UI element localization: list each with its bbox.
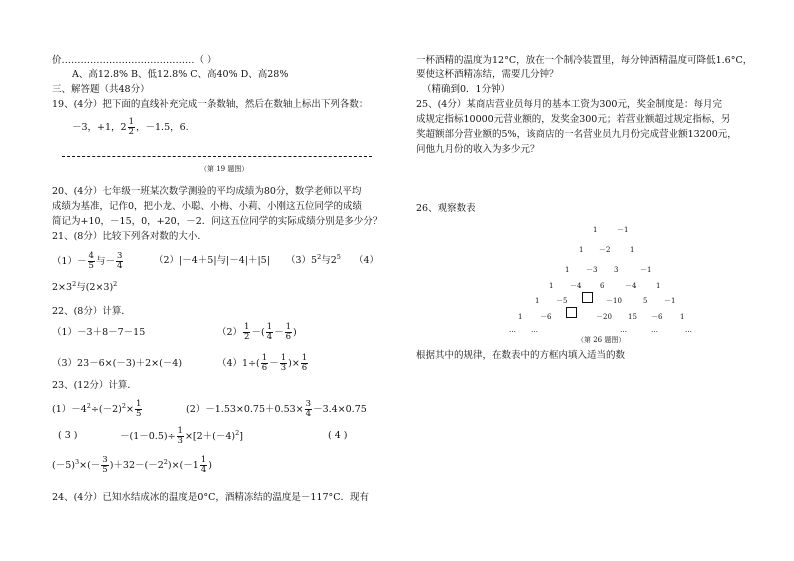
tri-cell: 1 [535, 297, 540, 305]
q22-item2: （2） $\frac{1}{2}$ －( $\frac{1}{4}$ － $\frac{1}{6}$ ) [217, 322, 297, 342]
tri-dots: … [620, 326, 627, 334]
q18-tail: 价……………………………………（ ） [52, 55, 217, 66]
tri-cell: 3 [614, 266, 619, 274]
q20-line1: 20、(4分）七年级一班某次数学测验的平均成绩为80分，数学老师以平均 [52, 186, 362, 197]
tri-cell: －10 [606, 297, 622, 305]
q23-item2: (2）－1.53×0.75＋0.53× $\frac{3}{4}$ －3.4×0.75 [186, 399, 367, 419]
q19-caption: （第 19 题图） [200, 165, 249, 173]
tri-cell: －6 [651, 313, 663, 321]
tri-cell: －5 [556, 297, 568, 305]
q24-cont-line2: 要使这杯酒精冻结，需要几分钟？ [416, 69, 559, 80]
tri-cell: －20 [596, 313, 612, 321]
tri-cell: 1 [680, 313, 685, 321]
q20-line2: 成绩为基准，记作0，把小龙、小聪、小梅、小莉、小刚这五位同学的成绩 [52, 201, 363, 212]
tri-cell: －4 [570, 282, 582, 290]
number-line [62, 156, 372, 157]
tri-cell: 15 [628, 313, 637, 321]
q26-instruction: 根据其中的规律，在数表中的方框内填入适当的数 [416, 350, 626, 361]
q23-item3-label: ( 3 ) [58, 430, 78, 441]
tri-cell: 1 [565, 266, 570, 274]
q24-precision: （精确到0．1分钟） [422, 84, 511, 95]
tri-cell: 1 [549, 282, 554, 290]
answer-box[interactable] [582, 292, 593, 303]
q25-line2: 成规定指标10000元营业额的，发奖金300元；若营业额超过规定指标，另 [416, 114, 731, 125]
q22-heading: 22、(8分）计算． [52, 306, 131, 317]
fraction: $\frac{1}{2}$ [128, 117, 135, 137]
tri-cell: －6 [540, 313, 552, 321]
tri-cell: －4 [625, 282, 637, 290]
tri-dots: … [531, 326, 538, 334]
tri-cell: 1 [593, 226, 598, 234]
tri-cell: 5 [643, 297, 648, 305]
q19-text: 19、(4分）把下面的直线补充完成一条数轴，然后在数轴上标出下列各数： [52, 99, 369, 110]
q21-item4-label: （4） [354, 255, 380, 266]
tri-cell: 1 [656, 282, 661, 290]
q24-text: 24、(4分）已知水结成冰的温度是0°C，酒精冻结的温度是－117°C．现有 [52, 492, 370, 503]
q25-line4: 问他九月份的收入为多少元？ [416, 144, 540, 155]
q23-heading: 23、(12分）计算． [52, 380, 137, 391]
tri-cell: －1 [664, 297, 676, 305]
q25-line1: 25、(4分）某商店营业员每月的基本工资为300元，奖金制度是：每月完 [416, 99, 722, 110]
q21-item4: $2\times 3^2$与$(2\times 3)^2$ [52, 279, 118, 293]
tri-cell: 1 [518, 313, 523, 321]
q21-item3: $(3)5^2$与$2^5$ [286, 252, 341, 266]
q22-item4: （4）1÷( $\frac{1}{6}$ － $\frac{1}{3}$ )× $\frac{1}{6}$ [217, 353, 308, 373]
tri-cell: －1 [617, 226, 629, 234]
q26-caption: （第 26 题图） [577, 336, 626, 344]
q19-numbers: －3，+1，2 $\frac{1}{2}$ ，－1.5，6. [72, 117, 189, 137]
tri-cell: －2 [599, 246, 611, 254]
tri-dots: … [651, 326, 658, 334]
tri-cell: －1 [640, 266, 652, 274]
tri-cell: －3 [586, 266, 598, 274]
q24-cont-line1: 一杯酒精的温度为12°C，放在一个制冷装置里，每分钟酒精温度可降低1.6°C， [416, 55, 753, 66]
tri-cell: 1 [630, 246, 635, 254]
q21-item1: （1）－ $\frac{4}{5}$ 与－ $\frac{3}{4}$ [52, 251, 123, 271]
q20-line3: 简记为+10，－15，0，+20，－2．问这五位同学的实际成绩分别是多少分？ [52, 216, 383, 227]
tri-cell: 1 [579, 246, 584, 254]
q23-item1: $(1)-4^2\div(-2)^2\times$ $\frac{1}{5}$ [52, 399, 142, 419]
q22-item1: （1）－3＋8－7－15 [52, 327, 146, 338]
q22-item3: （3）23－6×(－3)＋2×(－4) [52, 358, 183, 369]
q21-heading: 21、(8分）比较下列各对数的大小． [52, 231, 207, 242]
tri-cell: 6 [600, 282, 605, 290]
q21-item2: （2）|－4＋5|与|－4|＋|5| [154, 255, 270, 266]
tri-dots: … [509, 326, 516, 334]
q18-options: A、高12.8% B、低12.8% C、高40% D、高28% [72, 69, 289, 80]
q23-item3: －(1－0.5)÷ $\frac{1}{3}$ $\times[2+(-4)^2]$ [120, 426, 243, 446]
tri-dots: … [685, 326, 692, 334]
q23-item4: $(-5)^3\times(-$ $\frac{3}{5}$ )$+32-(-2^2)\times(-1$ $\frac{1}{4}$ ) [52, 455, 212, 475]
answer-box[interactable] [566, 307, 577, 318]
q25-line3: 奖超额部分营业额的5%，该商店的一名营业员九月份完成营业额13200元， [416, 129, 737, 140]
q26-heading: 26、观察数表 [416, 203, 476, 214]
q23-item4-label: ( 4 ) [328, 430, 348, 441]
section-3-heading: 三、解答题（共48分） [52, 84, 150, 95]
